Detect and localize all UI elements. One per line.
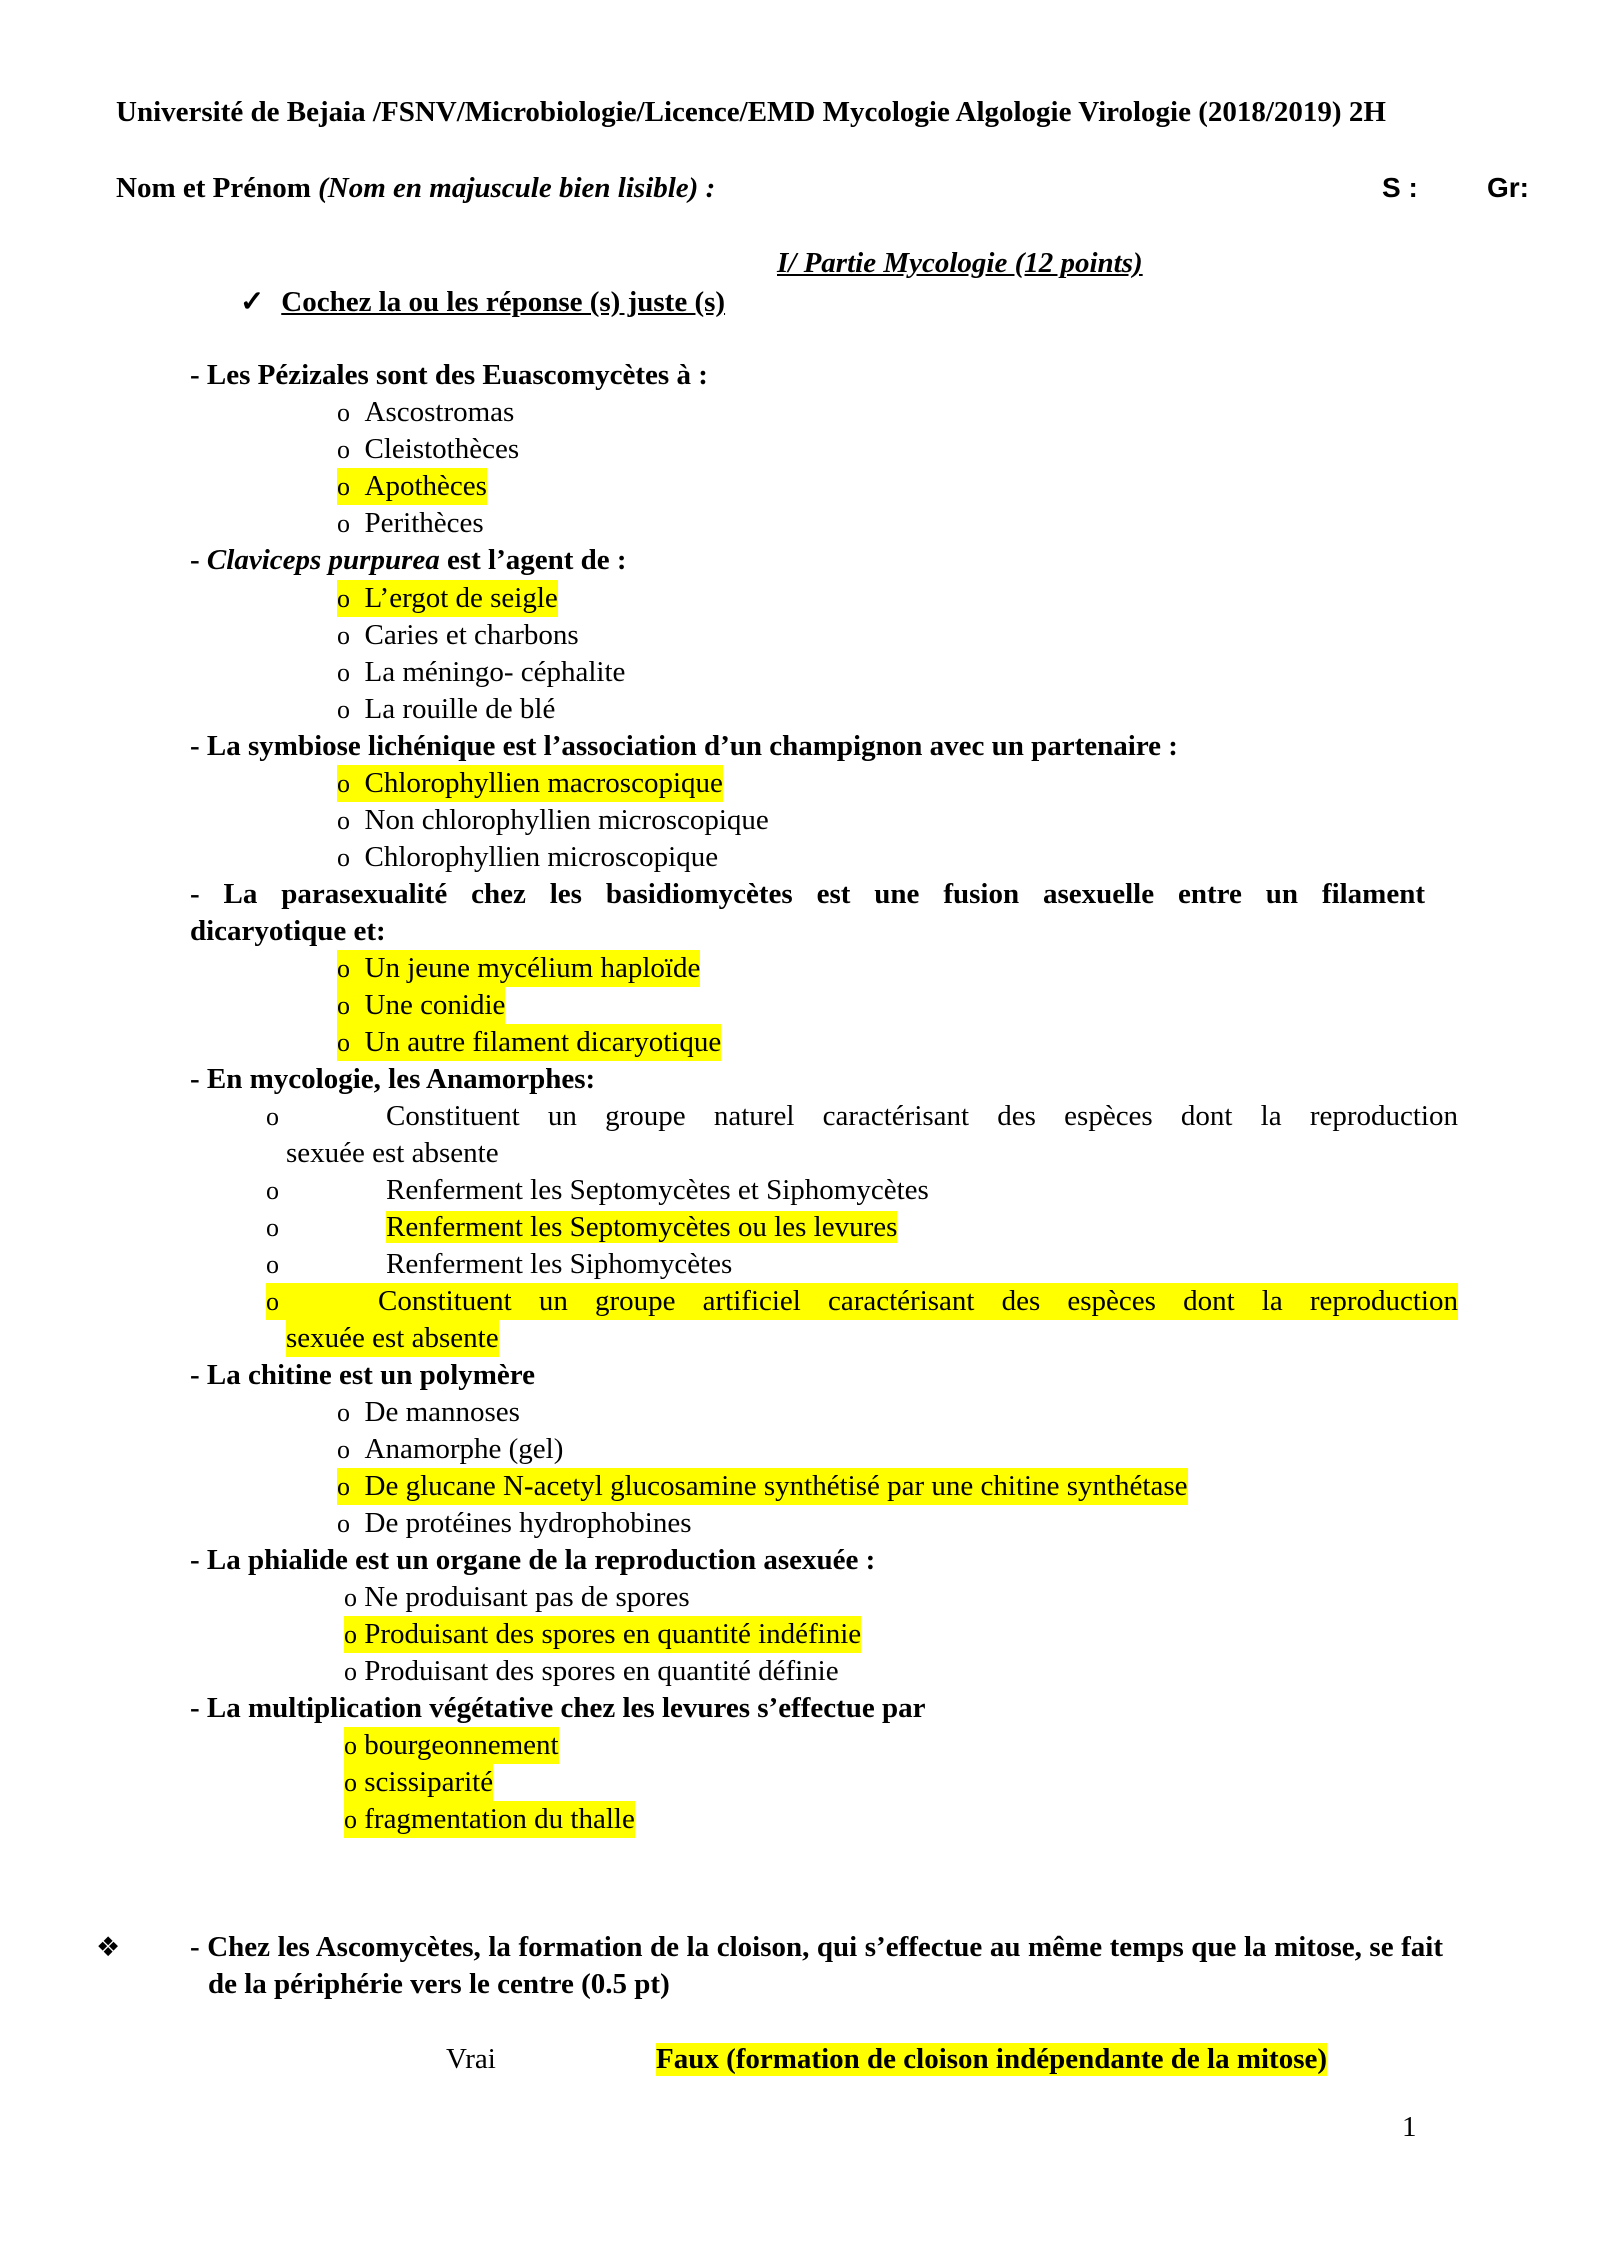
radio-bullet: o — [344, 1657, 357, 1686]
option-4-2[interactable] — [337, 987, 505, 1024]
option-label: La rouille de blé — [364, 693, 556, 725]
option-4-3[interactable] — [337, 1024, 721, 1061]
question-1: - Les Pézizales sont des Euascomycètes à : — [190, 359, 708, 391]
species-name: Claviceps purpurea — [206, 544, 440, 576]
radio-bullet: o — [337, 621, 350, 650]
option-label: Chlorophyllien microscopique — [364, 841, 719, 873]
page-number: 1 — [1402, 2111, 1417, 2143]
question-6: - La chitine est un polymère — [190, 1359, 536, 1391]
option-label: scissiparité — [364, 1766, 494, 1798]
option-label: Chlorophyllien macroscopique — [364, 767, 723, 799]
option-label: Renferment les Siphomycètes — [386, 1248, 733, 1280]
option-label: De protéines hydrophobines — [364, 1507, 692, 1539]
option-8-2[interactable] — [344, 1764, 493, 1801]
radio-bullet: o — [266, 1102, 279, 1131]
option-5-1-continued: sexuée est absente — [286, 1137, 499, 1169]
radio-bullet: o — [337, 472, 350, 501]
option-label: Un jeune mycélium haploïde — [364, 952, 701, 984]
option-6-3[interactable] — [337, 1468, 1188, 1505]
instruction-text: Cochez la ou les réponse (s) juste (s) — [281, 286, 726, 318]
option-1-3[interactable] — [337, 468, 487, 505]
section-label: S : — [1382, 172, 1418, 203]
name-hint-text: (Nom en majuscule bien lisible) : — [318, 172, 716, 204]
option-7-3[interactable] — [344, 1653, 839, 1690]
option-label: L’ergot de seigle — [364, 582, 558, 614]
check-icon: ✓ — [240, 286, 265, 318]
radio-bullet: o — [337, 1472, 350, 1501]
radio-bullet: o — [337, 1028, 350, 1057]
question-4-line-1: - La parasexualité chez les basidiomycètes est une fusion asexuelle entre un filament — [190, 878, 1425, 910]
question-text: est l’agent de : — [439, 544, 627, 576]
radio-bullet: o — [266, 1176, 279, 1205]
option-label: Apothèces — [364, 470, 487, 502]
option-label: bourgeonnement — [364, 1729, 559, 1761]
option-label: De mannoses — [364, 1396, 520, 1428]
true-option[interactable]: Vrai — [446, 2043, 496, 2075]
radio-bullet: o — [337, 584, 350, 613]
option-2-4[interactable] — [337, 691, 555, 728]
option-6-4[interactable] — [337, 1505, 692, 1542]
option-1-2[interactable] — [337, 431, 519, 468]
radio-bullet: o — [337, 806, 350, 835]
option-4-1[interactable] — [337, 950, 700, 987]
radio-bullet: o — [337, 695, 350, 724]
radio-bullet: o — [337, 954, 350, 983]
true-false-statement: - Chez les Ascomycètes, la formation de la cloison, qui s’effectue au même temps que la mitose, se fait de la périphérie vers le centre (0.5 pt) — [190, 1931, 1443, 2000]
part-title: I/ Partie Mycologie (12 points) — [777, 247, 1143, 279]
name-label-text: Nom et Prénom — [116, 172, 311, 204]
option-3-2[interactable] — [337, 802, 769, 839]
option-label: Anamorphe (gel) — [364, 1433, 564, 1465]
option-first-line — [266, 1098, 1458, 1135]
option-2-3[interactable] — [337, 654, 625, 691]
radio-bullet: o — [344, 1583, 357, 1612]
option-label: Produisant des spores en quantité indéfinie — [364, 1618, 862, 1650]
radio-bullet: o — [344, 1805, 357, 1834]
question-4-line-2: dicaryotique et: — [190, 915, 386, 947]
radio-bullet: o — [344, 1620, 357, 1649]
question-5: - En mycologie, les Anamorphes: — [190, 1063, 596, 1095]
option-label: Ascostromas — [364, 396, 515, 428]
option-7-1[interactable] — [344, 1579, 690, 1616]
radio-bullet: o — [266, 1287, 279, 1316]
radio-bullet: o — [337, 769, 350, 798]
option-3-3[interactable] — [337, 839, 718, 876]
option-3-1[interactable] — [337, 765, 723, 802]
question-7: - La phialide est un organe de la reproduction asexuée : — [190, 1544, 876, 1576]
radio-bullet: o — [337, 398, 350, 427]
radio-bullet: o — [337, 1509, 350, 1538]
false-option[interactable]: Faux (formation de cloison indépendante de la mitose) — [656, 2043, 1328, 2075]
option-label: fragmentation du thalle — [364, 1803, 635, 1835]
radio-bullet: o — [337, 991, 350, 1020]
radio-bullet: o — [266, 1250, 279, 1279]
option-6-1[interactable] — [337, 1394, 520, 1431]
option-5-5-continued: sexuée est absente — [286, 1320, 499, 1357]
option-8-3[interactable] — [344, 1801, 635, 1838]
option-label: De glucane N-acetyl glucosamine synthétisé par une chitine synthétase — [364, 1470, 1188, 1502]
option-2-1[interactable] — [337, 580, 558, 617]
name-field-label — [116, 172, 715, 205]
option-7-2[interactable] — [344, 1616, 861, 1653]
option-5-2[interactable] — [266, 1172, 929, 1209]
option-first-line — [266, 1283, 1458, 1320]
question-3: - La symbiose lichénique est l’association d’un champignon avec un partenaire : — [190, 730, 1178, 762]
radio-bullet: o — [337, 1435, 350, 1464]
option-label: Cleistothèces — [364, 433, 520, 465]
question-2 — [190, 542, 627, 579]
option-label: La méningo- céphalite — [364, 656, 626, 688]
option-2-2[interactable] — [337, 617, 579, 654]
option-5-3[interactable] — [266, 1209, 897, 1246]
radio-bullet: o — [337, 658, 350, 687]
radio-bullet: o — [337, 509, 350, 538]
option-label: Constituent un groupe naturel caractérisant des espèces dont la reproduction — [386, 1100, 1458, 1132]
option-1-4[interactable] — [337, 505, 484, 542]
option-label: Renferment les Septomycètes et Siphomycètes — [386, 1174, 929, 1206]
option-label: Constituent un groupe artificiel caractérisant des espèces dont la reproduction — [378, 1285, 1458, 1317]
radio-bullet: o — [344, 1768, 357, 1797]
option-label: Caries et charbons — [364, 619, 579, 651]
option-1-1[interactable] — [337, 394, 514, 431]
option-label: Ne produisant pas de spores — [364, 1581, 690, 1613]
radio-bullet: o — [344, 1731, 357, 1760]
option-label: Une conidie — [364, 989, 506, 1021]
option-label: Non chlorophyllien microscopique — [364, 804, 769, 836]
option-8-1[interactable] — [344, 1727, 559, 1764]
instruction-line — [240, 284, 725, 319]
radio-bullet: o — [337, 843, 350, 872]
option-label: Un autre filament dicaryotique — [364, 1026, 722, 1058]
radio-bullet: o — [266, 1213, 279, 1242]
diamond-star-icon: ❖ — [96, 1932, 121, 1963]
group-label: Gr: — [1487, 172, 1529, 203]
option-label: Produisant des spores en quantité définie — [364, 1655, 839, 1687]
question-8: - La multiplication végétative chez les levures s’effectue par — [190, 1692, 926, 1724]
document-header: Université de Bejaia /FSNV/Microbiologie/Licence/EMD Mycologie Algologie Virologie (2018/2019) 2H — [116, 96, 1386, 128]
option-6-2[interactable] — [337, 1431, 563, 1468]
radio-bullet: o — [337, 1398, 350, 1427]
radio-bullet: o — [337, 435, 350, 464]
option-5-5[interactable] — [266, 1283, 1458, 1320]
question-prefix: - — [190, 544, 207, 576]
option-5-4[interactable] — [266, 1246, 732, 1283]
option-label: Perithèces — [364, 507, 484, 539]
option-label: Renferment les Septomycètes ou les levures — [386, 1211, 898, 1243]
option-5-1[interactable] — [266, 1098, 1458, 1135]
